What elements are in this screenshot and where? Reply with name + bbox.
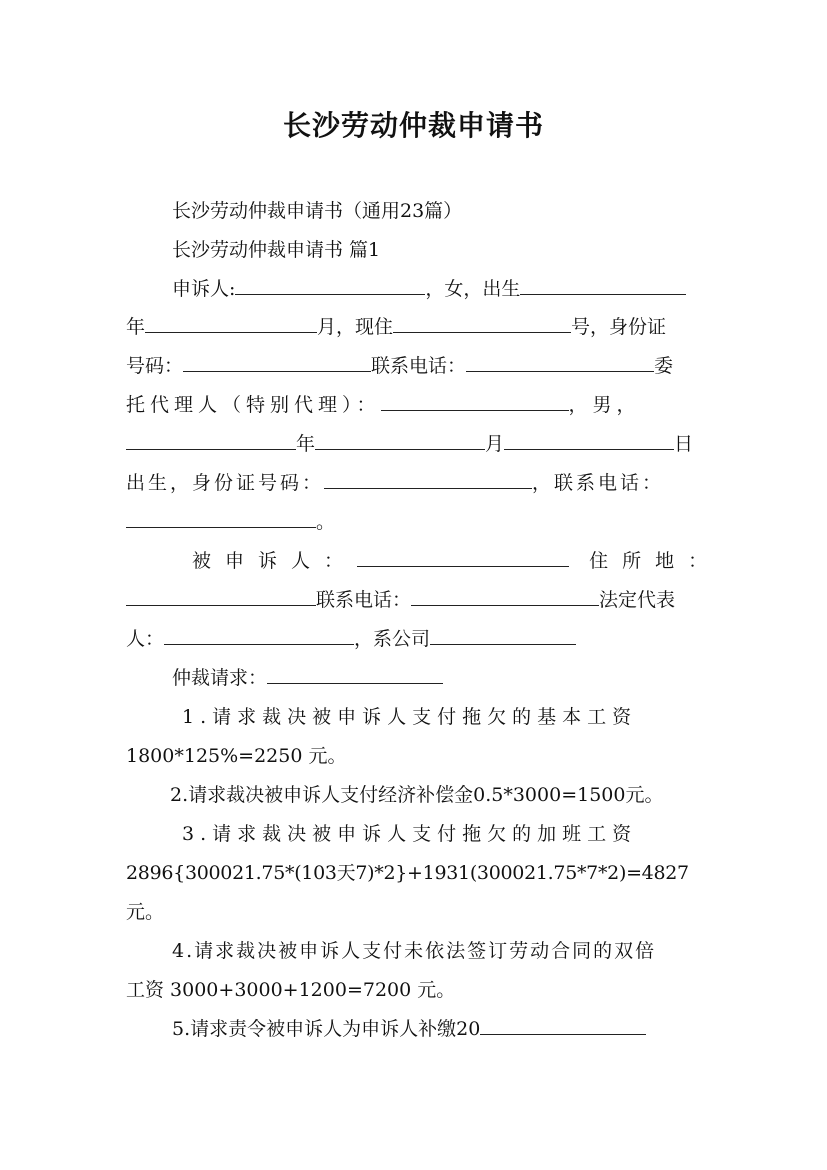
blank-field xyxy=(480,1016,646,1035)
respondent-contact-line xyxy=(126,587,702,613)
claim-text: 4.请求裁决被申诉人支付未依法签订劳动合同的双倍 xyxy=(172,940,657,962)
claim-text: 2896{300021.75*(103天7)*2}+1931(300021.75*7*2)=4827 xyxy=(126,862,689,884)
claim-3 xyxy=(182,821,702,847)
label: 年 xyxy=(126,316,146,338)
label: ，联系电话： xyxy=(532,472,665,494)
label: 联系电话： xyxy=(316,589,412,611)
claims-heading xyxy=(172,665,702,691)
claim-4-cont xyxy=(126,977,702,1003)
blank-field xyxy=(411,587,599,606)
blank-field xyxy=(315,431,485,450)
label: 日 xyxy=(674,433,694,455)
label: 年 xyxy=(296,433,316,455)
blank-field xyxy=(126,509,316,528)
blank-field xyxy=(126,587,316,606)
claim-5 xyxy=(172,1016,702,1042)
label: 住所地： xyxy=(589,550,722,572)
legal-rep-line xyxy=(126,626,702,652)
label: ，女，出生 xyxy=(425,278,521,300)
claim-2 xyxy=(170,782,710,808)
claim-3-cont xyxy=(126,860,702,886)
id-phone-line xyxy=(126,353,702,379)
label: 号码： xyxy=(126,355,184,377)
claim-4 xyxy=(172,938,702,964)
blank-field xyxy=(324,470,532,489)
blank-field xyxy=(145,314,317,333)
agent-id-line xyxy=(126,470,702,496)
applicant-line xyxy=(172,276,702,302)
blank-field xyxy=(164,626,354,645)
blank-field xyxy=(357,548,569,567)
document-title: 长沙劳动仲裁申请书 xyxy=(282,109,544,142)
agent-birth-line xyxy=(126,431,702,457)
claim-text: 2.请求裁决被申诉人支付经济补偿金0.5*3000=1500元。 xyxy=(170,784,664,806)
label: 仲裁请求： xyxy=(172,667,268,689)
label: 出生，身份证号码： xyxy=(126,472,325,494)
label: 申诉人: xyxy=(172,278,236,300)
blank-field xyxy=(504,431,674,450)
label: 托代理人（特别代理）： xyxy=(126,394,381,416)
label: 委 xyxy=(654,355,674,377)
claim-text: 元。 xyxy=(126,901,165,923)
label: 人： xyxy=(126,628,165,650)
claim-text: 1.请求裁决被申诉人支付拖欠的基本工资 xyxy=(182,706,638,728)
text-line: 长沙劳动仲裁申请书 篇1 xyxy=(172,239,381,261)
claim-text: 1800*125%=2250 元。 xyxy=(126,745,347,767)
doc-subtitle xyxy=(172,198,702,224)
respondent-line xyxy=(192,548,722,574)
label: 号，身份证 xyxy=(571,316,667,338)
label: 法定代表 xyxy=(599,589,676,611)
agent-line xyxy=(126,392,702,418)
claim-text: 3.请求裁决被申诉人支付拖欠的加班工资 xyxy=(182,823,638,845)
claim-3-end xyxy=(126,899,702,925)
label: 。 xyxy=(316,511,336,533)
blank-field xyxy=(381,392,569,411)
blank-field xyxy=(430,626,576,645)
label: ，男， xyxy=(568,394,641,416)
blank-field xyxy=(267,665,443,684)
blank-field xyxy=(466,353,654,372)
label: 月，现住 xyxy=(317,316,394,338)
label: 月 xyxy=(485,433,505,455)
blank-field xyxy=(126,431,296,450)
label: ，系公司 xyxy=(354,628,431,650)
blank-field xyxy=(520,276,686,295)
blank-field xyxy=(183,353,371,372)
blank-field xyxy=(393,314,571,333)
label: 被申诉人： xyxy=(192,550,358,572)
birth-address-line xyxy=(126,314,702,340)
blank-field xyxy=(235,276,425,295)
agent-phone-line xyxy=(126,509,702,535)
claim-1 xyxy=(182,704,702,730)
section-heading xyxy=(172,237,702,263)
claim-text: 5.请求责令被申诉人为申诉人补缴20 xyxy=(172,1018,481,1040)
claim-1-cont xyxy=(126,743,702,769)
text-line: 长沙劳动仲裁申请书（通用23篇） xyxy=(172,200,463,222)
label: 联系电话： xyxy=(371,355,467,377)
claim-text: 工资 3000+3000+1200=7200 元。 xyxy=(126,979,456,1001)
